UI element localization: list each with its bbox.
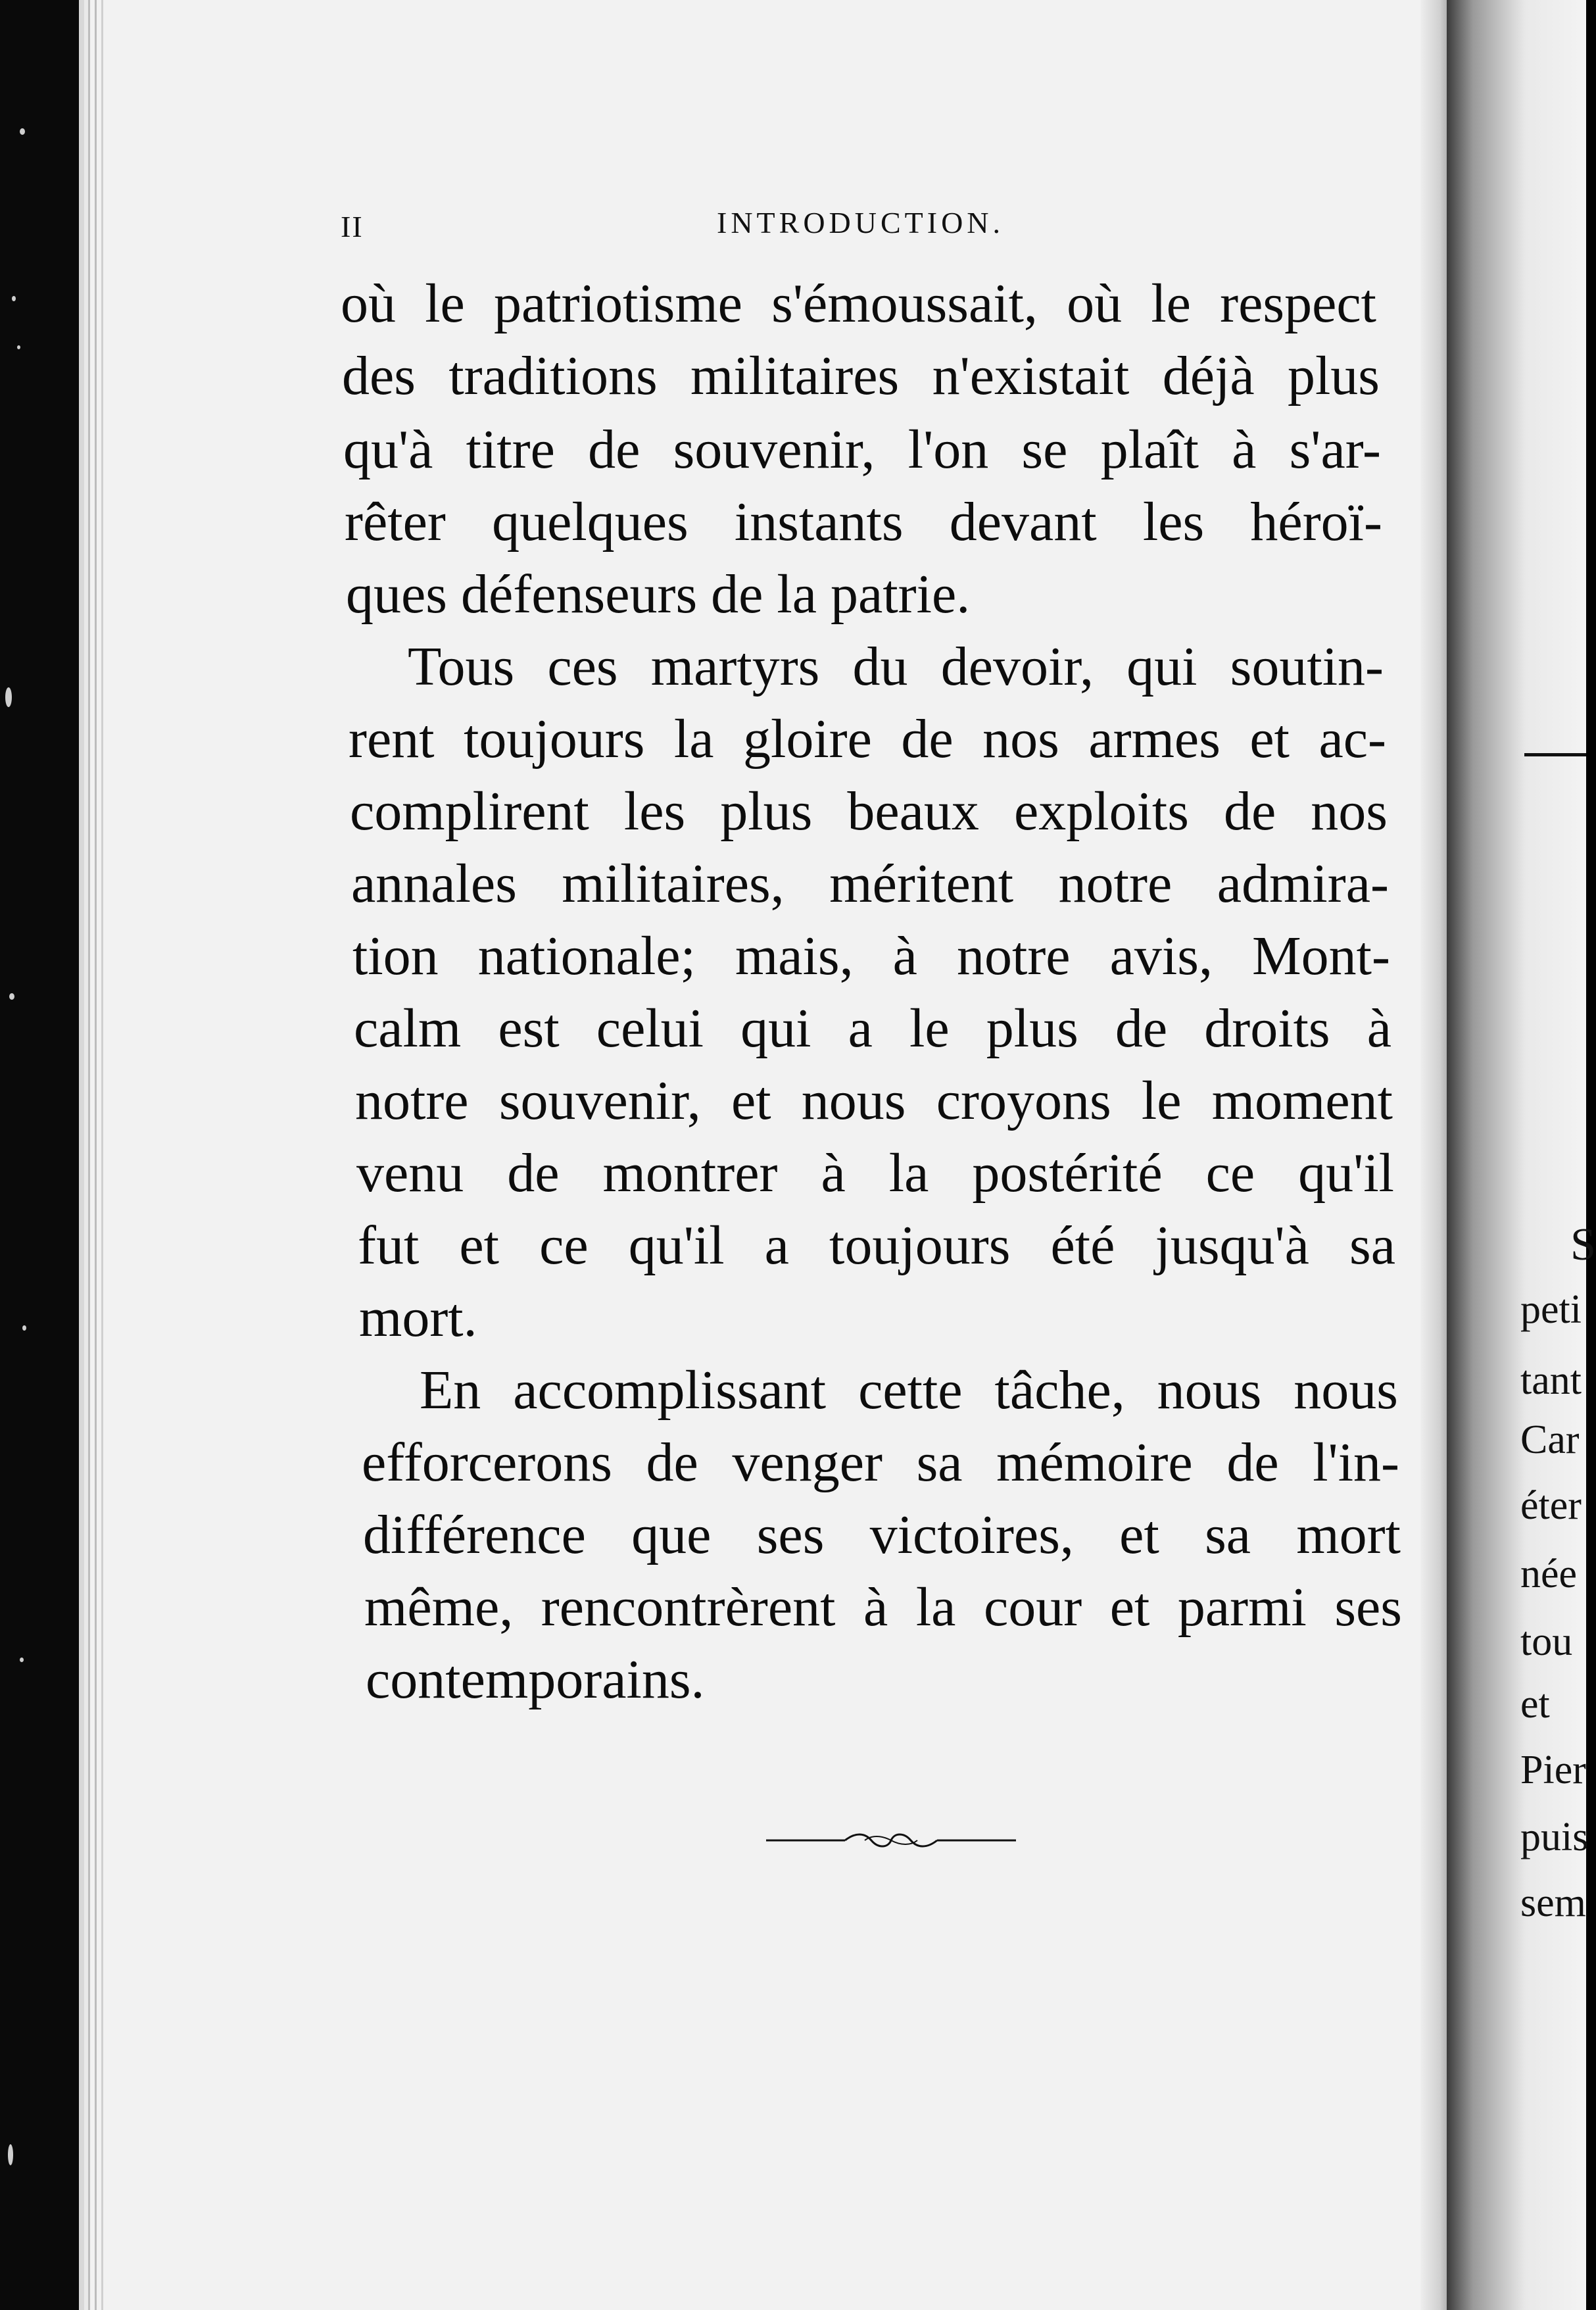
text-line: mort. xyxy=(359,1287,477,1348)
text-line: Tous ces martyrs du devoir, qui soutin- xyxy=(408,636,1384,697)
adjacent-page-fragment: née xyxy=(1520,1552,1578,1596)
text-line: notre souvenir, et nous croyons le moment xyxy=(355,1070,1393,1131)
text-line: tion nationale; mais, à notre avis, Mont- xyxy=(352,925,1390,987)
text-line: venu de montrer à la postérité ce qu'il xyxy=(356,1143,1394,1204)
adjacent-page-fragment: tou xyxy=(1520,1619,1573,1664)
scan-speck xyxy=(22,1325,26,1331)
scan-speck xyxy=(12,296,16,301)
page-edge xyxy=(88,0,90,2310)
adjacent-page-fragment: S xyxy=(1570,1219,1596,1270)
adjacent-page-fragment: tant xyxy=(1520,1358,1582,1403)
text-line: complirent les plus beaux exploits de nos xyxy=(350,781,1388,842)
scan-speck xyxy=(9,993,14,1000)
running-title: INTRODUCTION. xyxy=(717,206,1005,239)
text-line: différence que ses victoires, et sa mort xyxy=(363,1504,1401,1565)
scan-speck xyxy=(8,2144,13,2165)
page-edge xyxy=(101,0,103,2310)
scan-speck xyxy=(5,687,12,707)
text-line: contemporains. xyxy=(366,1649,705,1710)
text-line: ques défenseurs de la patrie. xyxy=(346,564,971,625)
text-line: rent toujours la gloire de nos armes et ac- xyxy=(349,708,1386,770)
text-line: annales militaires, méritent notre admira- xyxy=(351,853,1389,914)
text-line: des traditions militaires n'existait déjà plus xyxy=(342,345,1380,406)
ornamental-rule-icon xyxy=(766,1827,1016,1854)
text-line: efforcerons de venger sa mémoire de l'in- xyxy=(362,1432,1399,1493)
page-number: II xyxy=(341,210,364,243)
scan-speck xyxy=(20,128,25,135)
adjacent-page-fragment: Car xyxy=(1520,1417,1580,1462)
adjacent-page-fragment: et xyxy=(1520,1682,1550,1727)
text-line: rêter quelques instants devant les héroï- xyxy=(345,491,1382,553)
text-line: où le patriotisme s'émoussait, où le respect xyxy=(341,273,1376,334)
scan-speck xyxy=(20,1658,24,1662)
adjacent-page-fragment: Pier xyxy=(1520,1748,1586,1792)
adjacent-page-rule xyxy=(1524,753,1586,756)
page-edge xyxy=(95,0,97,2310)
adjacent-page-fragment: peti xyxy=(1520,1287,1582,1332)
text-line: fut et ce qu'il a toujours été jusqu'à sa xyxy=(358,1215,1395,1276)
adjacent-page-fragment: puis xyxy=(1520,1815,1589,1859)
adjacent-page-fragment: sem xyxy=(1520,1880,1586,1925)
scan-speck xyxy=(17,345,20,349)
adjacent-page-fragment: éter xyxy=(1520,1483,1582,1528)
text-line: qu'à titre de souvenir, l'on se plaît à s'ar- xyxy=(343,419,1381,480)
text-line: En accomplissant cette tâche, nous nous xyxy=(420,1360,1398,1421)
adjacent-page xyxy=(1447,0,1589,2310)
text-line: même, rencontrèrent à la cour et parmi ses xyxy=(364,1577,1402,1638)
text-line: calm est celui qui a le plus de droits à xyxy=(354,998,1391,1059)
